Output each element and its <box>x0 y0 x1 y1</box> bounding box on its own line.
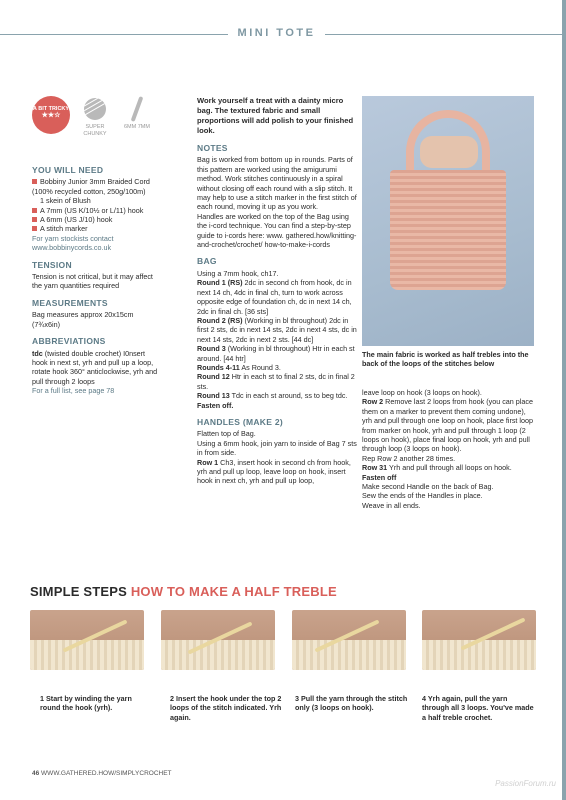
page-footer <box>32 770 172 777</box>
difficulty-label: A BIT TRICKY <box>32 106 70 112</box>
handles-row-1 <box>197 458 357 486</box>
handles-heading: HANDLES (MAKE 2) <box>197 416 284 427</box>
handles-row-2 <box>362 397 534 453</box>
materials-item-yarn-qty: 1 skein of Blush <box>40 196 91 206</box>
difficulty-stars: ★★☆ <box>41 111 61 119</box>
bag-round-1 <box>197 278 357 316</box>
yarn-ball-icon <box>84 98 106 120</box>
crochet-hook-icon <box>131 96 144 122</box>
step-number: 3 <box>295 694 299 703</box>
notes-text-handles: Handles are worked on the top of the Bag using the i-cord technique. You can find a step-by-step guide to i-cords here: www. gathered.how/knitting-and-crochet/crochet/ how-to-make-i-cords <box>197 211 357 250</box>
abbreviation-term: tdc <box>32 348 43 358</box>
step-number: 2 <box>170 694 174 703</box>
abbreviation-tdc <box>32 349 160 387</box>
handles-line-1: Flatten top of Bag. <box>197 429 256 439</box>
bag-round-12 <box>197 372 357 391</box>
abbreviations-more-link[interactable]: For a full list, see page 78 <box>32 386 115 396</box>
repeat-row: Rep Row 2 another 28 times. <box>362 453 456 463</box>
continued-line-1: leave loop on hook (3 loops on hook). <box>362 388 482 397</box>
tote-bag-photo <box>362 96 534 346</box>
make-second-handle: Make second Handle on the back of Bag. <box>362 482 494 492</box>
fabric <box>292 640 406 670</box>
intro-text: Work yourself a treat with a dainty micro bag. The textured fabric and small proportions will add polish to your finished look. <box>197 96 354 135</box>
round-text: 2dc in second ch from hook, dc in next 14 ch, 4dc in final ch, turn to work across opposite edge of foundation ch, dc in next 14 ch, 2dc in final ch. [36 sts] <box>197 278 352 316</box>
steps-heading <box>30 584 536 599</box>
notes-text: Bag is worked from bottom up in rounds. Parts of this pattern are worked using the amigurumi method. Work stitches continuously in a spiral without closing off each round with a slip stitch. It may help to use a stitch marker in the first stitch of each round, moving it up as you work. <box>197 155 357 212</box>
fabric <box>422 640 536 670</box>
page-number: 46 <box>32 770 40 777</box>
yarn-stockists-link[interactable]: For yarn stockists contact www.bobbinycords.co.uk <box>32 233 114 253</box>
step-description: Yrh again, pull the yarn through all 3 loops. You've made a half treble crochet. <box>422 694 534 722</box>
header-rule-right <box>325 34 566 35</box>
round-text: (Working in bl throughout) 2dc in first 2 sts, dc in next 14 sts, 2dc in next 4 sts, dc in next 14 sts, 2dc in next 2 sts. [44 dc] <box>197 315 357 344</box>
step-2-text <box>170 694 284 722</box>
steps-heading-topic: HOW TO MAKE A HALF TREBLE <box>130 584 337 599</box>
row-text: Remove last 2 loops from hook (you can place them on a marker to prevent them coming undone), yrh and pull through one loop on hook, place first loop from marker on hook, yrh and pull through 1 loop (2 loops on hook), place final loop on hook, yrh and pull through loop (3 loops on hook). <box>362 397 534 454</box>
handles-row-31 <box>362 463 534 472</box>
bag-intro: Using a 7mm hook, ch17. <box>197 268 279 278</box>
step-1-photo <box>30 610 144 670</box>
step-number: 4 <box>422 694 426 703</box>
sidebar-column <box>32 96 160 396</box>
bag-round-3 <box>197 344 357 363</box>
fabric <box>30 640 144 670</box>
difficulty-badge <box>32 96 70 134</box>
step-description: Insert the hook under the top 2 loops of the stitch indicated. Yrh again. <box>170 694 282 722</box>
page-header <box>0 22 566 48</box>
handles-line-2: Using a 6mm hook, join yarn to inside of Bag 7 sts in from side. <box>197 438 357 458</box>
header-rule-left <box>0 34 228 35</box>
fabric <box>161 640 275 670</box>
step-4-text <box>422 694 536 722</box>
bag-heading: BAG <box>197 256 217 267</box>
bag-rounds-4-11 <box>197 363 357 372</box>
round-label: Round 13 <box>197 391 230 401</box>
bag-round-13 <box>197 391 357 400</box>
measurements-heading: MEASUREMENTS <box>32 297 108 308</box>
row-label: Row 31 <box>362 463 388 473</box>
round-text: Htr in each st to final 2 sts, dc in final 2 sts. <box>197 372 355 391</box>
round-text: Tdc in each st around, ss to beg tdc. <box>229 391 348 401</box>
step-number: 1 <box>40 694 44 703</box>
hand <box>420 136 478 168</box>
step-description: Pull the yarn through the stitch only (3 loops on hook). <box>295 694 408 713</box>
yarn-weight-badge <box>78 96 112 144</box>
pattern-column <box>197 96 357 486</box>
round-label: Round 2 (RS) <box>197 315 243 325</box>
sew-handles: Sew the ends of the Handles in place. <box>362 491 483 501</box>
round-label: Round 3 <box>197 344 226 354</box>
step-4-photo <box>422 610 536 670</box>
yarn-weight-label: SUPER CHUNKY <box>83 124 107 137</box>
step-description: Start by winding the yarn round the hook (yrh). <box>40 694 132 713</box>
pattern-badges <box>32 96 160 144</box>
step-3-text <box>295 694 409 713</box>
round-label: Rounds 4-11 <box>197 362 240 372</box>
row-text: Ch3, insert hook in second ch from hook, yrh and pull up loop, leave loop on hook, insert hook in next ch, yrh and pull up loop, <box>197 457 351 486</box>
hook-size-label: 6MM 7MM <box>124 124 150 130</box>
step-1-text <box>40 694 154 713</box>
row-label: Row 2 <box>362 397 384 407</box>
tension-text: Tension is not critical, but it may affect the yarn quantities required <box>32 272 153 291</box>
measurements-text: Bag measures approx 20x15cm (7¾x6in) <box>32 310 134 329</box>
bag-body <box>390 170 506 290</box>
row-label: Row 1 <box>197 457 219 467</box>
page-edge-bar <box>562 0 566 800</box>
hook-size-badge <box>120 96 154 144</box>
materials-item-marker: A stitch marker <box>32 224 160 233</box>
round-label: Round 1 (RS) <box>197 278 243 288</box>
photo-caption: The main fabric is worked as half trebles into the back of the loops of the stitches below <box>362 350 529 369</box>
abbreviation-definition: (twisted double crochet) I0nsert hook in next st, yrh and pull up a loop, rotate hook 360° anticlockwise, yrh and pull through 2 loops <box>32 348 158 386</box>
weave-ends: Weave in all ends. <box>362 500 421 510</box>
materials-item-yarn: Bobbiny Junior 3mm Braided Cord (100% recycled cotton, 250g/100m) <box>32 177 160 196</box>
materials-item-hook-7mm: A 7mm (US K/10½ or L/11) hook <box>32 206 160 215</box>
step-2-photo <box>161 610 275 670</box>
materials-item-hook-6mm: A 6mm (US J/10) hook <box>32 215 160 224</box>
bag-fasten-off: Fasten off. <box>197 400 234 410</box>
continued-column <box>362 388 534 510</box>
steps-heading-prefix: SIMPLE STEPS <box>30 584 128 599</box>
tension-heading: TENSION <box>32 259 72 270</box>
bag-round-2 <box>197 316 357 344</box>
watermark: PassionForum.ru <box>495 779 556 788</box>
notes-heading: NOTES <box>197 143 228 153</box>
step-3-photo <box>292 610 406 670</box>
simple-steps-section <box>30 584 536 734</box>
row-text: Yrh and pull through all loops on hook. <box>387 463 512 473</box>
you-will-need-heading: YOU WILL NEED <box>32 165 104 175</box>
page-title: MINI TOTE <box>237 27 316 39</box>
round-label: Round 12 <box>197 372 230 382</box>
footer-url[interactable]: WWW.GATHERED.HOW/SIMPLYCROCHET <box>41 770 172 777</box>
round-text: (Working in bl throughout) Htr in each st around. [44 htr] <box>197 344 355 363</box>
handles-fasten-off: Fasten off <box>362 472 397 482</box>
abbreviations-heading: ABBREVIATIONS <box>32 336 106 347</box>
round-text: As Round 3. <box>239 362 281 372</box>
